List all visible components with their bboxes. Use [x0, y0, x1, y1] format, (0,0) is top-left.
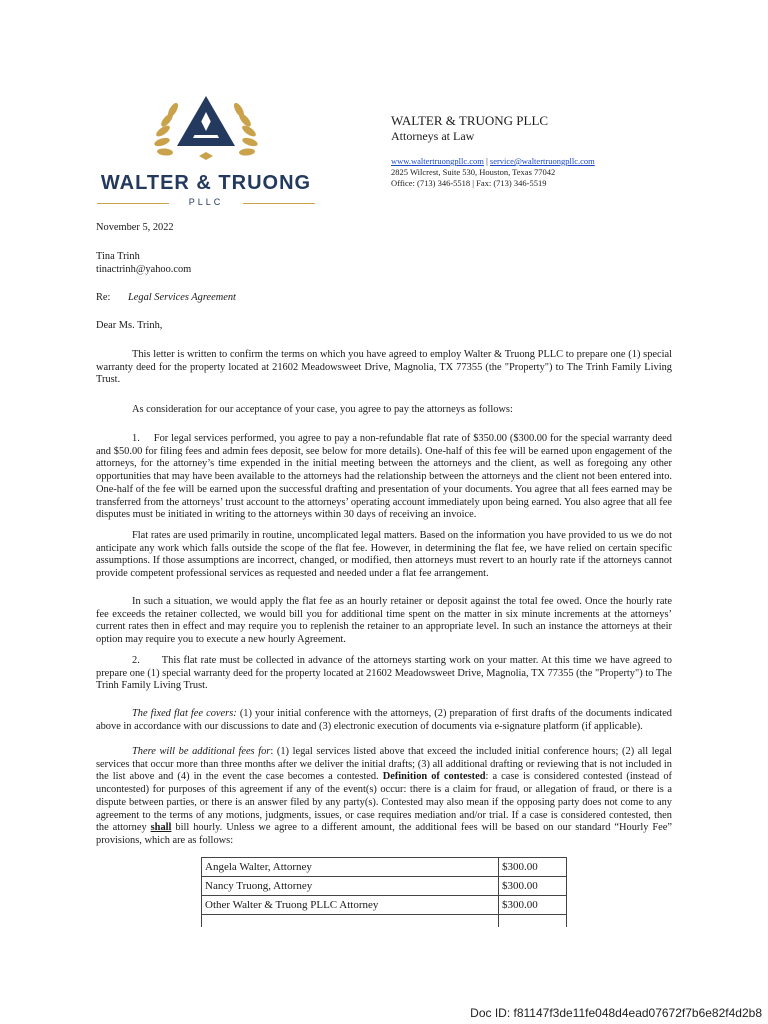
re-label: Re: — [96, 292, 111, 303]
brand-suffix: PLLC — [188, 197, 224, 207]
phone-fax: Office: (713) 346-5518 | Fax: (713) 346-5519 — [391, 178, 547, 188]
additional-text-a: : (1) legal services listed above that exceed the included initial conference hours; (2) all legal services that occur more than three months after we deliver the initial drafts; (3) all additional drafting or reviewing that is not included in the list above and (4) in the event the case becomes a contested. — [96, 746, 672, 783]
recipient-email: tinactrinh@yahoo.com — [96, 264, 192, 275]
letter-date: November 5, 2022 — [96, 222, 174, 233]
table-row-blank — [202, 915, 567, 928]
intro-paragraph: This letter is written to confirm the terms on which you have agreed to employ Walter & Truong PLLC to prepare one (1) special warranty deed for the property located at 21602 Meadowsweet Drive, Magnolia, TX 77355 (the "Property") to The Trinh Family Living Trust. — [96, 349, 672, 386]
additional-text-c: bill hourly. Unless we agree to a different amount, the additional fees will be based on our standard “Hourly Fee” provisions, which are as follows: — [96, 822, 672, 846]
item-2-text: This flat rate must be collected in advance of the attorneys starting work on your matter. At this time we have agreed to prepare one (1) special warranty deed for the property located at 21602 Meadowsweet Drive, Magnolia, TX 77355 (the "Property") to The Trinh Family Living Trust. — [96, 655, 672, 692]
additional-fees-paragraph — [96, 746, 672, 848]
brand-wordmark: WALTER & TRUONG — [100, 172, 312, 194]
covers-lead: The fixed flat fee covers: — [132, 708, 237, 719]
item-1-number: 1. — [132, 433, 140, 444]
re-subject-wrap — [128, 292, 236, 305]
covers-text: (1) your initial conference with the attorneys, (2) preparation of first drafts of the documents indicated above in accordance with our discussions to date and (3) electronic execution of documents via e-signature platform (if applicable). — [96, 708, 673, 732]
table-row — [202, 877, 567, 896]
attorney-rate: $300.00 — [499, 896, 567, 915]
address: 2825 Wilcrest, Suite 530, Houston, Texas 77042 — [391, 167, 556, 177]
item-2-number: 2. — [132, 655, 140, 666]
attorney-name: Other Walter & Truong PLLC Attorney — [202, 896, 499, 915]
pllc-rule-right — [243, 203, 315, 204]
item-1-text: For legal services performed, you agree to pay a non-refundable flat rate of $350.00 ($300.00 for the special warranty deed and $50.00 for filing fees and admin fees deposit, see below for more details). One-half of this fee will be earned upon engagement of the attorneys, for the attorney’s time expended in the initial meeting between the attorneys and the client, as well as foregoing any other opportunities that may have been available to the attorneys had the relationship between the attorneys and the client not been entered into. One-half of the fee will be earned upon the successful drafting and presentation of your documents. You agree that all fees earned may be transferred from the attorneys’ trust account to the attorneys’ operating account immediately upon being earned. You also agree that all fee disputes must be initiated in writing to the attorneys within 30 days of receiving an invoice. — [96, 433, 672, 521]
attorney-rate: $300.00 — [499, 858, 567, 877]
attorney-name: Angela Walter, Attorney — [202, 858, 499, 877]
table-row — [202, 896, 567, 915]
consideration-paragraph: As consideration for our acceptance of your case, you agree to pay the attorneys as follows: — [132, 404, 513, 415]
additional-lead: There will be additional fees for — [132, 746, 271, 757]
attorney-rate: $300.00 — [499, 877, 567, 896]
email-link[interactable]: service@waltertruongpllc.com — [489, 156, 595, 166]
contested-definition: Definition of contested — [382, 771, 486, 783]
letterhead-contact — [391, 156, 595, 189]
attorney-name: Nancy Truong, Attorney — [202, 877, 499, 896]
covers-paragraph — [96, 708, 672, 733]
recipient-name: Tina Trinh — [96, 251, 140, 262]
situation-paragraph: In such a situation, we would apply the flat fee as an hourly retainer or deposit against the total fee owed. Once the hourly rate fee exceeds the retainer collected, we would bill you for additional time spent on the matter in six minute increments at the attorneys’ current rates then in effect and may require you to replenish the retainer to an appropriate level. In such an instance the attorneys at their option may require you to execute a new hourly Agreement. — [96, 596, 672, 646]
salutation: Dear Ms. Trinh, — [96, 320, 163, 331]
contact-separator: | — [483, 156, 490, 166]
empty-cell — [202, 915, 499, 928]
table-row — [202, 858, 567, 877]
shall-emphasis: shall — [150, 822, 172, 834]
re-subject: Legal Services Agreement — [128, 292, 236, 303]
item-1-paragraph — [96, 433, 672, 522]
empty-cell — [499, 915, 567, 928]
item-2-paragraph — [96, 655, 672, 693]
additional-text-b: : a case is considered contested (instead of uncontested) for purposes of this agreement if any of the event(s) occur: there is a claim for fraud, or allegation of fraud, or there is a dispute between parties, or there is an answer filed by any party(s). Contested may also mean if the opposing party does not come to any agreement to the terms of any motions, judgments, issues, or case requires mediation and/or trial. If a case is considered contested, then the attorney — [96, 771, 672, 834]
doc-id: Doc ID: f81147f3de11fe048d4ead07672f7b6e82f4d2b8 — [470, 1006, 762, 1020]
letterhead-firm: WALTER & TRUONG PLLC — [391, 113, 549, 128]
letterhead-subtitle: Attorneys at Law — [391, 129, 475, 143]
mountain-mark-icon — [177, 96, 235, 146]
flat-rates-paragraph: Flat rates are used primarily in routine, uncomplicated legal matters. Based on the information you have provided to us we do not anticipate any work which falls outside the scope of the flat fee. However, in determining the flat fee, we have relied on certain specific assumptions. If those assumptions are incorrect, changed, or modified, then attorneys must revert to an hourly rate if the attorneys cannot provide competent professional services as requested and needed under a flat fee arrangement. — [96, 530, 672, 580]
website-link[interactable]: www.waltertruongpllc.com — [391, 156, 484, 166]
hourly-fee-table — [201, 857, 567, 927]
